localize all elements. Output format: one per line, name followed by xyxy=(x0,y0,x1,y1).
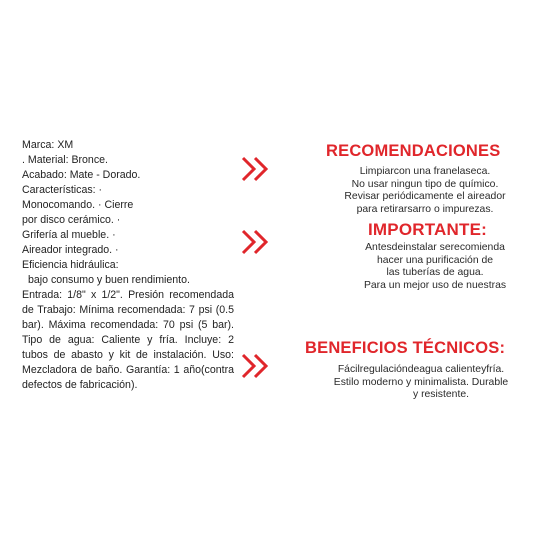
spec-line: Grifería al mueble. · xyxy=(22,229,116,241)
spec-line: Monocomando. · Cierre xyxy=(22,199,134,211)
spec-paragraph: Entrada: 1/8" x 1/2". Presión recomendada de Trabajo: Mínima recomendada: 7 psi (0.5 bar). Máxima recomendada: 70 psi (5 bar). Tipo de agua: Caliente y fría. Incluye: 2 tubos de abasto y kit de instalación. Uso: Mezcladora de baño. Garantía: 1 año(contra defectos de fabricación). xyxy=(22,289,234,391)
text-line: Revisar periódicamente el aireador xyxy=(344,191,506,203)
recomendaciones-text xyxy=(318,166,532,216)
spec-line: por disco cerámico. · xyxy=(22,214,121,226)
spec-line: Características: · xyxy=(22,184,103,196)
spec-line: Marca: XM xyxy=(22,139,74,151)
importante-text xyxy=(330,242,540,292)
text-line: Estilo moderno y minimalista. Durable xyxy=(333,376,509,388)
double-chevron-right-icon xyxy=(240,352,274,380)
spec-line: Acabado: Mate - Dorado. xyxy=(22,169,141,181)
double-chevron-right-icon xyxy=(240,228,274,256)
text-line: Antesdeinstalar serecomienda xyxy=(365,242,505,253)
recomendaciones-title: RECOMENDACIONES xyxy=(326,142,501,160)
text-line: No usar ningun tipo de químico. xyxy=(351,178,499,190)
beneficios-title: BENEFICIOS TÉCNICOS: xyxy=(305,339,506,357)
text-line: Limpiarcon una franelaseca. xyxy=(359,166,491,177)
text-line: para retirarsarro o impurezas. xyxy=(356,203,494,215)
spec-line: Eficiencia hidráulica: xyxy=(22,259,119,271)
spec-line: Aireador integrado. · xyxy=(22,244,119,256)
spec-line: . Material: Bronce. xyxy=(22,154,108,166)
text-line: hacer una purificación de xyxy=(376,254,494,266)
importante-title: IMPORTANTE: xyxy=(368,220,487,239)
text-line: las tuberías de agua. xyxy=(386,267,484,279)
product-specs xyxy=(22,138,234,393)
double-chevron-right-icon xyxy=(240,155,274,183)
text-line: Fácilregulacióndeagua calienteyfría. xyxy=(337,364,505,375)
text-line: y resistente. xyxy=(412,389,470,401)
beneficios-text xyxy=(312,364,530,402)
text-line: Para un mejor uso de nuestras xyxy=(363,279,507,291)
spec-line: bajo consumo y buen rendimiento. xyxy=(28,274,190,286)
